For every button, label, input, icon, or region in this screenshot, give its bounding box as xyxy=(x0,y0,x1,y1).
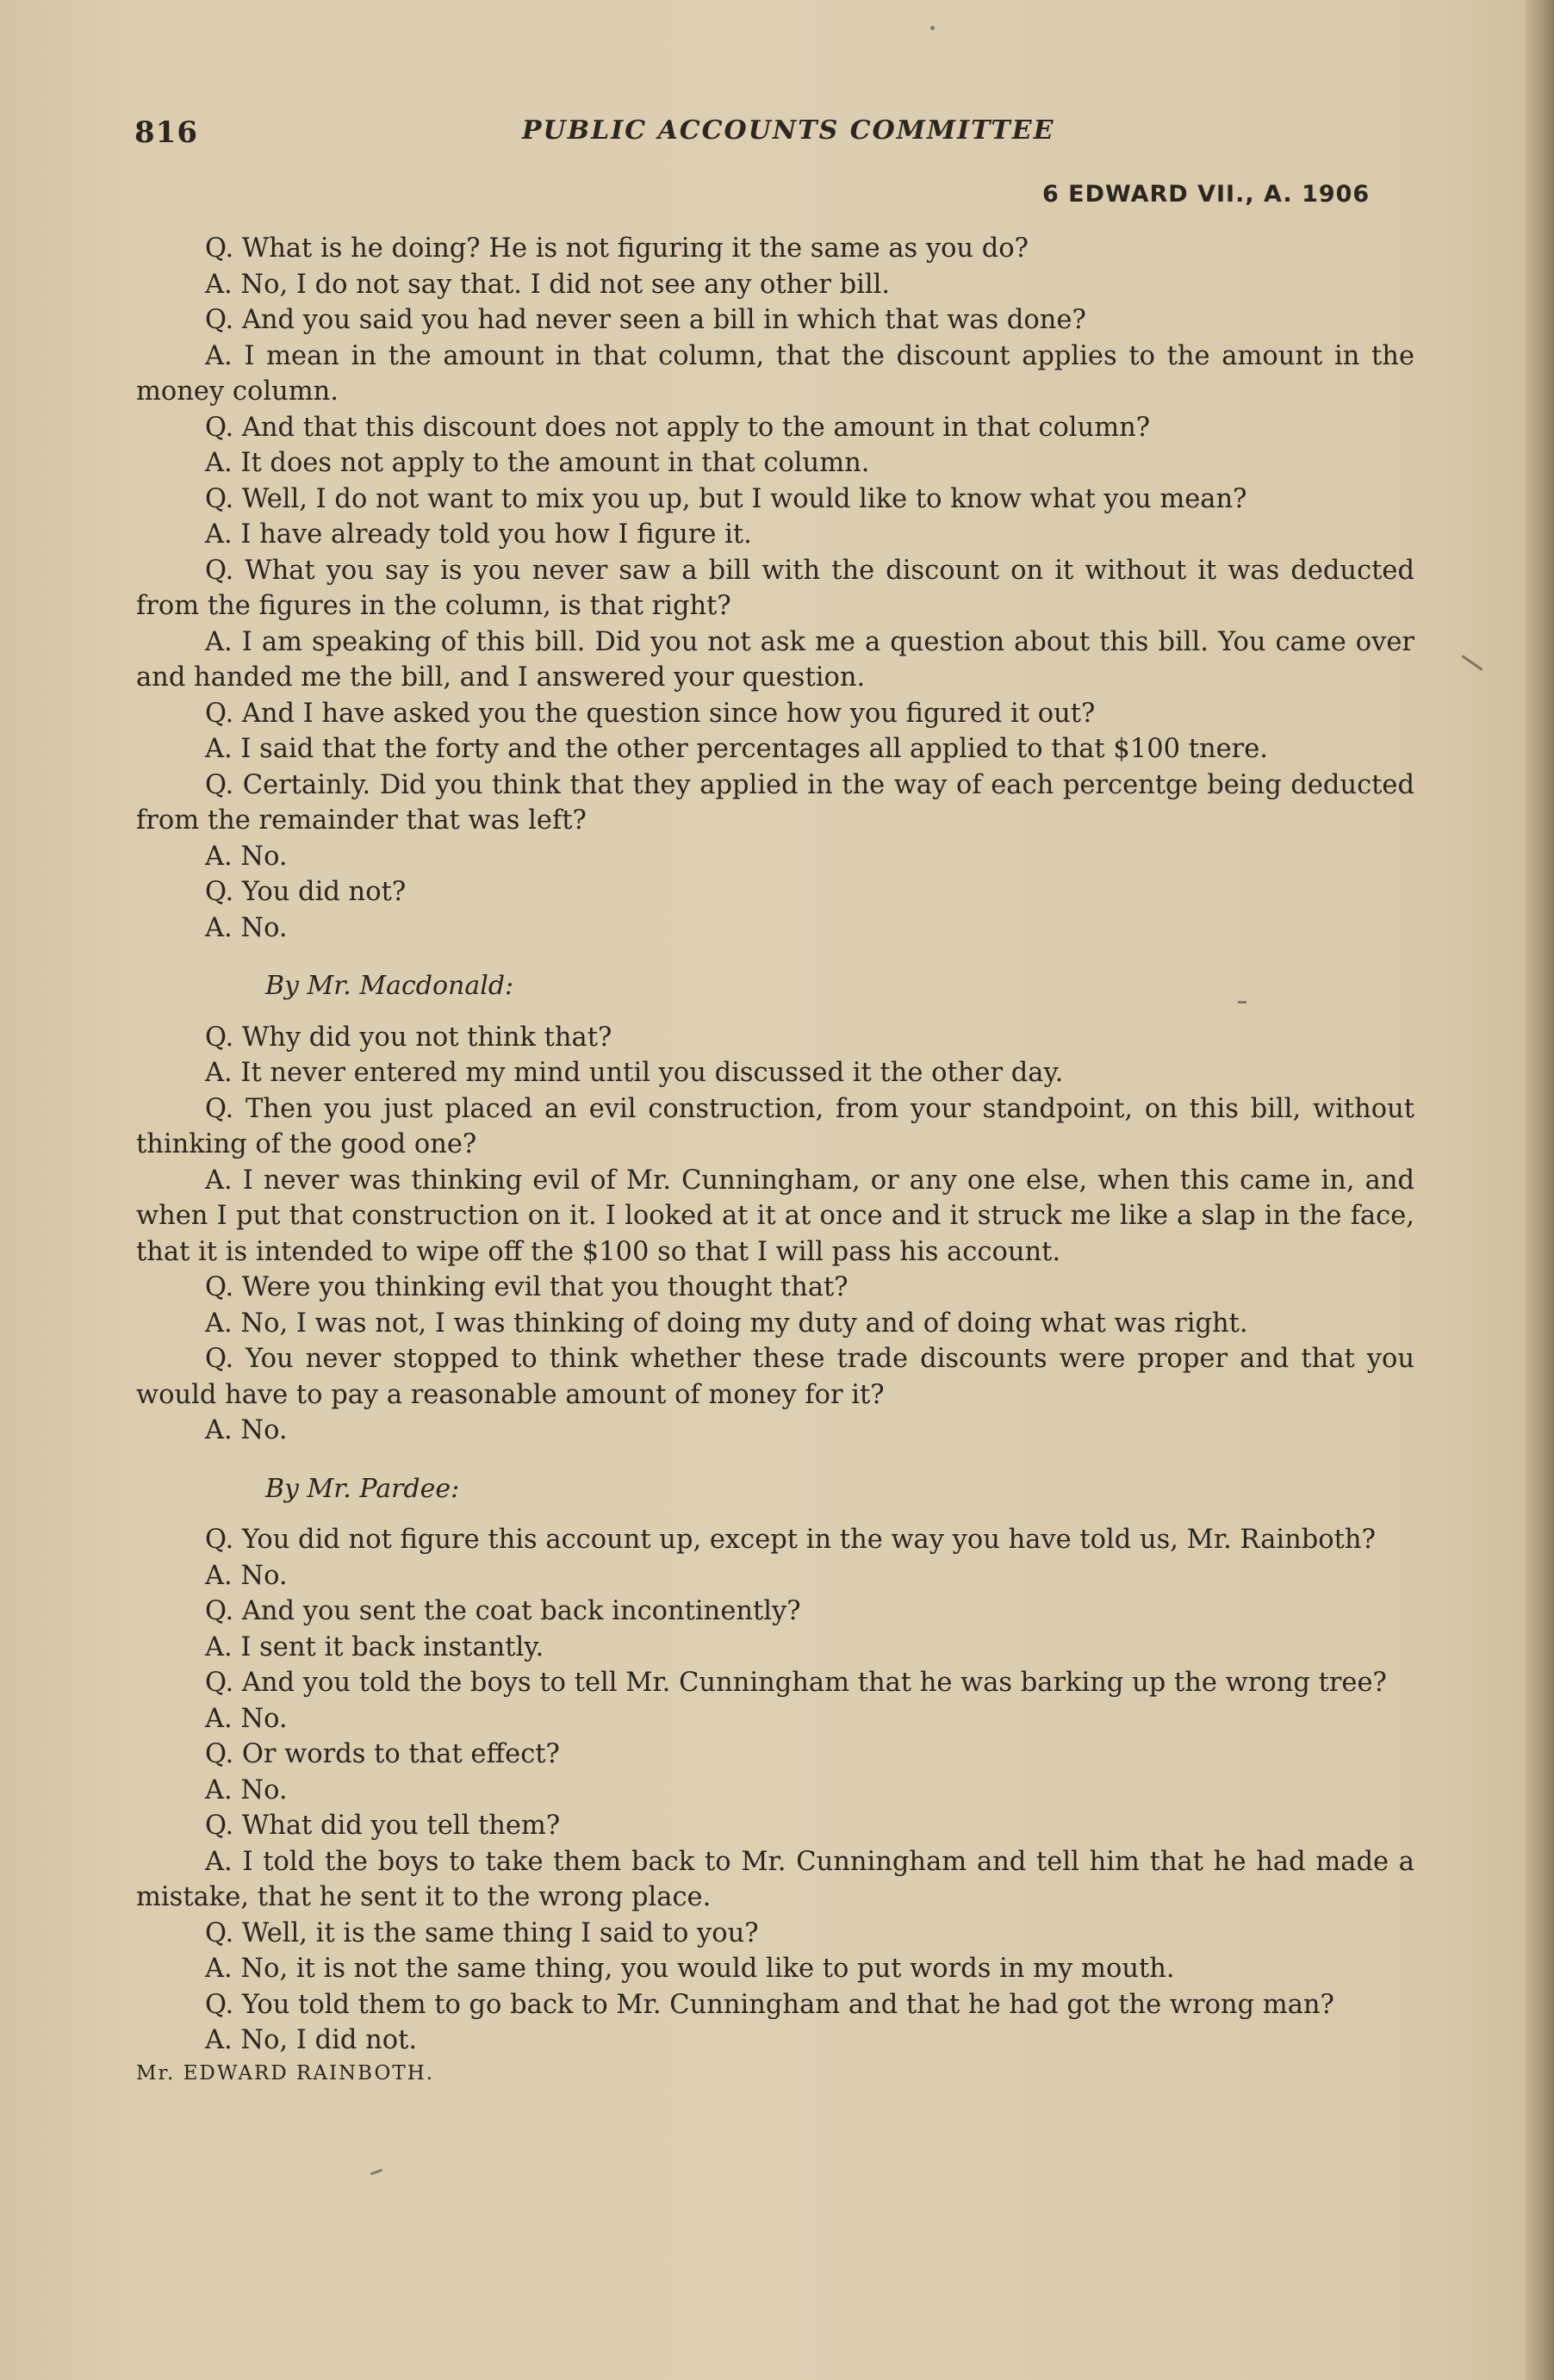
book-spine-shadow xyxy=(1525,0,1554,2380)
question-paragraph: Q. Well, I do not want to mix you up, but I would like to know what you mean? xyxy=(205,483,1247,514)
session-label: 6 EDWARD VII., A. 1906 xyxy=(1042,181,1371,208)
answer-paragraph: A. No. xyxy=(205,1774,288,1805)
answer-paragraph: A. It does not apply to the amount in that column. xyxy=(205,448,870,478)
answer-paragraph: A. No, I do not say that. I did not see any other bill. xyxy=(205,269,891,300)
question-paragraph: Q. Well, it is the same thing I said to you? xyxy=(205,1917,759,1948)
answer-paragraph: A. It never entered my mind until you discussed it the other day. xyxy=(205,1058,1064,1088)
question-paragraph: Q. And you told the boys to tell Mr. Cunningham that he was barking up the wrong tree? xyxy=(205,1668,1387,1698)
question-paragraph: Q. Why did you not think that? xyxy=(205,1022,612,1053)
answer-paragraph: A. I sent it back instantly. xyxy=(205,1631,544,1662)
answer-paragraph: A. I am speaking of this bill. Did you not ask me a question about this bill. You came over and handed me the bill, and I answered your question. xyxy=(136,626,1414,693)
question-paragraph: Q. Or words to that effect? xyxy=(205,1739,560,1769)
question-paragraph: Q. What you say is you never saw a bill with the discount on it without it was deducted from the figures in the column, is that right? xyxy=(136,555,1414,621)
page-header xyxy=(134,110,1409,153)
ink-speck xyxy=(1238,1001,1246,1004)
question-paragraph: Q. And you sent the coat back incontinently? xyxy=(205,1596,801,1626)
answer-paragraph: A. No, it is not the same thing, you would like to put words in my mouth. xyxy=(205,1954,1175,1984)
answer-paragraph: A. No, I was not, I was thinking of doing my duty and of doing what was right. xyxy=(205,1308,1248,1339)
answer-paragraph: A. I never was thinking evil of Mr. Cunningham, or any one else, when this came in, and when I put that construction on it. I looked at it at once and it struck me like a slap in the face, that it is intended to wipe off the $100 so that I will pass his account. xyxy=(136,1165,1414,1267)
answer-paragraph: A. No. xyxy=(205,1560,288,1591)
question-paragraph: Q. Certainly. Did you think that they applied in the way of each percentge being deducted from the remainder that was left? xyxy=(136,769,1414,836)
answer-paragraph: A. No, I did not. xyxy=(205,2025,418,2055)
question-paragraph: Q. You told them to go back to Mr. Cunningham and that he had got the wrong man? xyxy=(205,1989,1334,2020)
witness-footer: Mr. EDWARD RAINBOTH. xyxy=(136,2061,435,2085)
question-paragraph: Q. Were you thinking evil that you thought that? xyxy=(205,1272,848,1302)
answer-paragraph: A. No. xyxy=(205,1415,288,1445)
answer-paragraph: A. I told the boys to take them back to Mr. Cunningham and tell him that he had made a mistake, that he sent it to the wrong place. xyxy=(136,1846,1414,1912)
page-number: 816 xyxy=(134,115,198,150)
answer-paragraph: A. No. xyxy=(205,841,288,872)
question-paragraph: Q. You did not figure this account up, except in the way you have told us, Mr. Rainboth? xyxy=(205,1525,1376,1555)
question-paragraph: Q. Then you just placed an evil construction, from your standpoint, on this bill, without thinking of the good one? xyxy=(136,1093,1414,1159)
answer-paragraph: A. I mean in the amount in that column, that the discount applies to the amount in the money column. xyxy=(136,340,1414,407)
ink-speck xyxy=(930,26,935,30)
question-paragraph: Q. What did you tell them? xyxy=(205,1811,561,1841)
transcript-body xyxy=(136,231,1414,2086)
speaker-heading: By Mr. Pardee: xyxy=(265,1473,460,1504)
speaker-heading: By Mr. Macdonald: xyxy=(265,971,514,1001)
answer-paragraph: A. I have already told you how I figure it. xyxy=(205,519,752,550)
running-title: PUBLIC ACCOUNTS COMMITTEE xyxy=(522,115,1055,146)
question-paragraph: Q. You never stopped to think whether these trade discounts were proper and that you would have to pay a reasonable amount of money for it? xyxy=(136,1344,1414,1410)
answer-paragraph: A. I said that the forty and the other percentages all applied to that $100 tnere. xyxy=(205,734,1268,764)
question-paragraph: Q. And you said you had never seen a bill in which that was done? xyxy=(205,305,1086,335)
answer-paragraph: A. No. xyxy=(205,1703,288,1734)
question-paragraph: Q. And that this discount does not apply to the amount in that column? xyxy=(205,412,1151,443)
question-paragraph: Q. And I have asked you the question since how you figured it out? xyxy=(205,698,1096,729)
answer-paragraph: A. No. xyxy=(205,912,288,943)
question-paragraph: Q. What is he doing? He is not figuring it the same as you do? xyxy=(205,233,1029,264)
question-paragraph: Q. You did not? xyxy=(205,877,407,907)
